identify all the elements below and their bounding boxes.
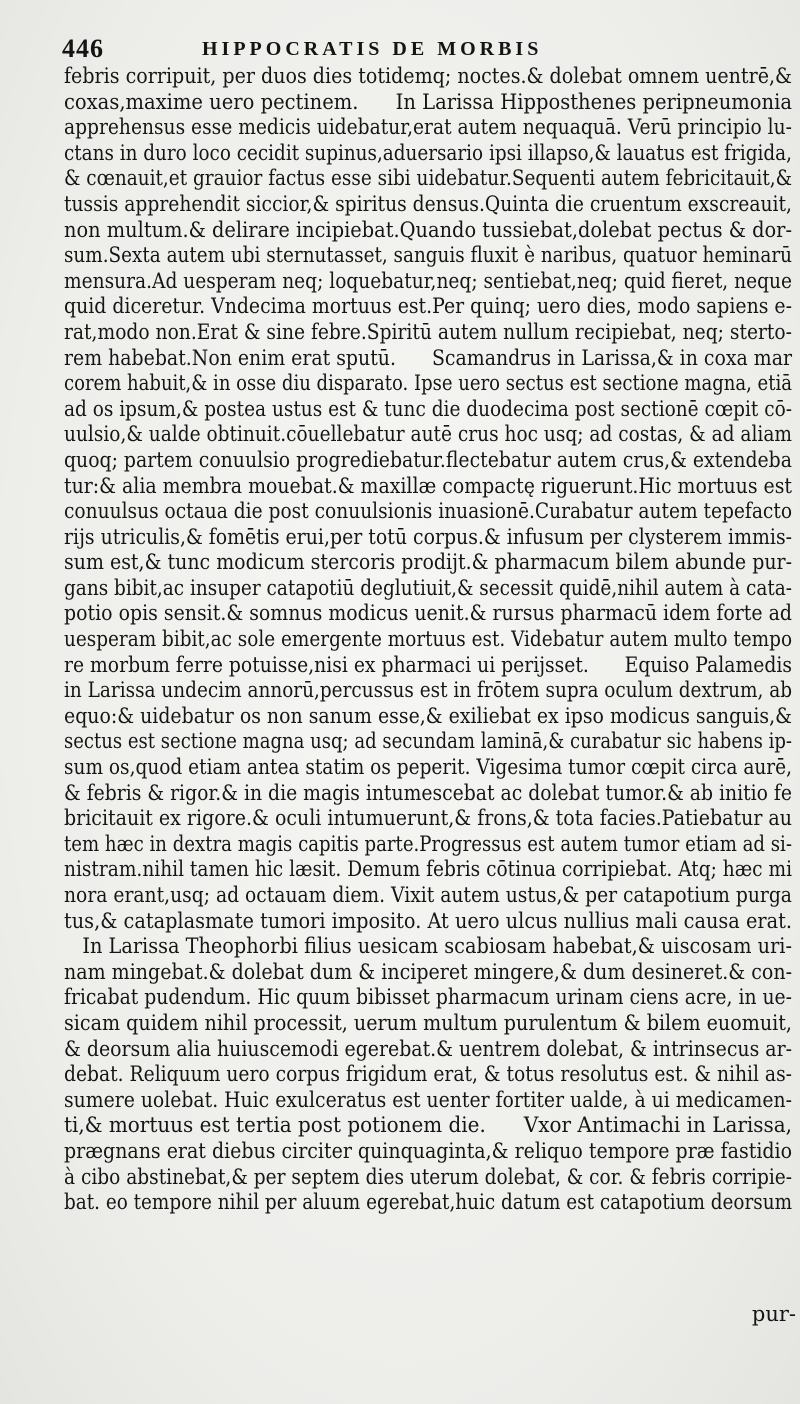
text-line: apprehensus esse medicis uidebatur,erat autem nequaquā. Verū principio lu- xyxy=(64,115,792,140)
text-line: rat,modo non.Erat & sine febre.Spiritū autem nullum recipiebat, neq; sterto- xyxy=(64,319,792,344)
text-line: à cibo abstinebat,& per septem dies uterum dolebat, & cor. & febris corripie- xyxy=(64,1164,793,1189)
body-text xyxy=(64,64,794,1216)
text-line: corem habuit,& in osse diu disparato. Ipse uero sectus est sectione magna, etiā xyxy=(64,371,792,396)
text-line: sum.Sexta autem ubi sternutasset, sanguis fluxit è naribus, quatuor heminarū xyxy=(64,243,792,268)
text-line: uesperam bibit,ac sole emergente mortuus est. Videbatur autem multo tempo xyxy=(64,627,793,652)
text-line: In Larissa Theophorbi filius uesicam scabiosam habebat,& uiscosam uri- xyxy=(64,934,792,959)
text-line: tus,& cataplasmate tumori imposito. At uero ulcus nullius mali causa erat. xyxy=(64,908,792,933)
text-line: ctans in duro loco cecidit supinus,aduersario ipsi illapso,& lauatus est frigida, xyxy=(64,140,792,165)
text-line: conuulsus octaua die post conuulsionis inuasionē.Curabatur autem tepefacto xyxy=(64,499,793,524)
text-line: & cœnauit,et grauior factus esse sibi uidebatur.Sequenti autem febricitauit,& xyxy=(64,166,793,191)
text-line: debat. Reliquum uero corpus frigidum erat, & totus resolutus est. & nihil as- xyxy=(64,1062,792,1087)
text-line: bat. eo tempore nihil per aluum egerebat,huic datum est catapotium deorsum xyxy=(64,1190,793,1215)
text-line: sumere uolebat. Huic exulceratus est uenter fortiter ualde, à ui medicamen- xyxy=(64,1087,792,1112)
text-line: sum est,& tunc modicum stercoris prodijt.& pharmacum bilem abunde pur- xyxy=(64,550,793,575)
text-line: non multum.& delirare incipiebat.Quando tussiebat,dolebat pectus & dor- xyxy=(64,217,792,242)
text-line: sicam quidem nihil processit, uerum multum purulentum & bilem euomuit, xyxy=(64,1010,793,1035)
text-line: nistram.nihil tamen hic læsit. Demum febris cōtinua corripiebat. Atq; hæc mi xyxy=(64,857,793,882)
text-line: gans bibit,ac insuper catapotiū deglutiuit,& secessit quidē,nihil autem à cata- xyxy=(64,575,793,600)
running-head: HIPPOCRATIS DE MORBIS xyxy=(202,38,543,60)
text-line: febris corripuit, per duos dies totidemq; noctes.& dolebat omnem uentrē,& xyxy=(64,64,792,88)
text-line: ti,& mortuus est tertia post potionem die. Vxor Antimachi in Larissa, xyxy=(64,1113,792,1138)
catchword: pur- xyxy=(751,1302,796,1326)
text-line: quoq; partem conuulsio progrediebatur.flectebatur autem crus,& extendeba xyxy=(64,447,792,472)
text-line: sectus est sectione magna usq; ad secundam laminā,& curabatur sic habens ip- xyxy=(64,729,793,754)
text-line: rijs utriculis,& fomētis erui,per totū corpus.& infusum per clysterem immis- xyxy=(64,524,793,549)
text-line: uulsio,& ualde obtinuit.cōuellebatur autē crus hoc usq; ad costas, & ad aliam xyxy=(64,422,793,447)
text-line: & deorsum alia huiuscemodi egerebat.& uentrem dolebat, & intrinsecus ar- xyxy=(64,1036,792,1061)
text-line: quid diceretur. Vndecima mortuus est.Per quinq; uero dies, modo sapiens e- xyxy=(64,294,792,319)
text-line: fricabat pudendum. Hic quum bibisset pharmacum urinam ciens acre, in ue- xyxy=(64,985,793,1010)
text-line: nam mingebat.& dolebat dum & inciperet mingere,& dum desineret.& con- xyxy=(64,959,793,984)
text-line: & febris & rigor.& in die magis intumescebat ac dolebat tumor.& ab initio fe xyxy=(64,780,792,805)
text-line: tur:& alia membra mouebat.& maxillæ compactę riguerunt.Hic mortuus est xyxy=(64,473,793,498)
text-line: re morbum ferre potuisse,nisi ex pharmaci ui perijsset. Equiso Palamedis xyxy=(64,652,792,677)
text-line: prægnans erat diebus circiter quinquaginta,& reliquo tempore præ fastidio xyxy=(64,1138,793,1163)
text-line: potio opis sensit.& somnus modicus uenit.& rursus pharmacū idem forte ad xyxy=(64,601,793,626)
text-line: mensura.Ad uesperam neq; loquebatur,neq; sentiebat,neq; quid fieret, neque xyxy=(64,268,792,293)
text-line: tussis apprehendit siccior,& spiritus densus.Quinta die cruentum exscreauit, xyxy=(64,191,792,216)
page-header xyxy=(62,34,776,64)
text-line: equo:& uidebatur os non sanum esse,& exiliebat ex ipso modicus sanguis,& xyxy=(64,703,792,728)
text-line: coxas,maxime uero pectinem. In Larissa Hipposthenes peripneumonia xyxy=(64,89,793,114)
text-line: nora erant,usq; ad octauam diem. Vixit autem ustus,& per catapotium purga xyxy=(64,883,792,907)
text-line: ad os ipsum,& postea ustus est & tunc die duodecima post sectionē cœpit cō- xyxy=(64,396,792,421)
text-line: in Larissa undecim annorū,percussus est in frōtem supra oculum dextrum, ab xyxy=(64,678,793,703)
text-line: sum os,quod etiam antea statim os peperit. Vigesima tumor cœpit circa aurē, xyxy=(64,755,793,780)
page-number: 446 xyxy=(62,34,104,63)
text-line: bricitauit ex rigore.& oculi intumuerunt,& frons,& tota facies.Patiebatur au xyxy=(64,806,792,831)
text-line: rem habebat.Non enim erat sputū. Scamandrus in Larissa,& in coxa mar xyxy=(64,345,792,370)
text-line: tem hæc in dextra magis capitis parte.Progressus est autem tumor etiam ad si- xyxy=(64,831,792,856)
